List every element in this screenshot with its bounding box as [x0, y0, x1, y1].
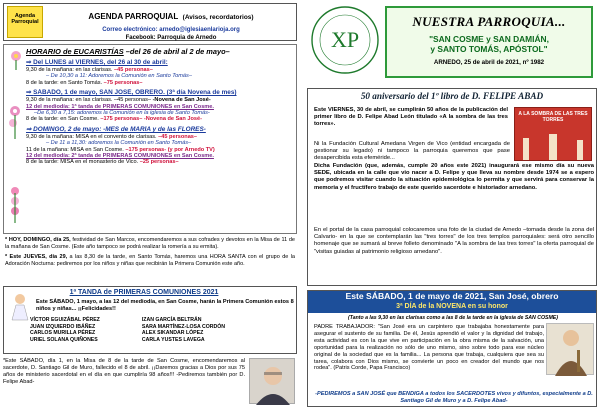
- agenda-header: [3, 3, 297, 41]
- right-page: [305, 0, 600, 409]
- anniversary-para-3: Dicha Fundación (que, además, cumple 20 años este 2021) inaugurará ese mismo día su nueva SEDE, ubicada en la calle que vio nacer a D. Felipe y que lleva su nombre desde 1974 se a espero que podremos visitar cuando la situación epidemiológica lo permita y que servirá para conservar la memoria y el fructífero trabajo de este querido sacerdote e historiador arnedano.: [314, 163, 594, 191]
- book-cover-label: A LA SOMBRA DE LAS TRES TORRES: [518, 111, 588, 123]
- masthead: [307, 2, 597, 84]
- saint-joseph-title: Este SÁBADO, 1 de mayo de 2021, San José, obrero: [345, 291, 559, 301]
- schedule-line: 8 de la tarde: MISA en el monasterio de Vico. –25 personas–: [26, 159, 179, 166]
- parish-seal: [309, 4, 381, 76]
- masthead-dateline: ARNEDO, 25 de abril de 2021, nº 1982: [433, 59, 545, 66]
- agenda-logo-line2: Parroquial: [11, 19, 39, 26]
- schedule-box: [3, 44, 297, 234]
- anniversary-title: 50 aniversario del 1º libro de D. FELIPE ABAD: [310, 91, 594, 101]
- schedule-line: 9,30 de la mañana: en las clarisas. –45 personas–: [26, 67, 153, 73]
- names-row: CARLOS MURILLA PÉREZ ALEX SIKANDAR LÓPEZ: [30, 330, 204, 337]
- flower-decoration-mid: [6, 103, 24, 141]
- notice-item: * HOY, DOMINGO, día 25, festividad de San Marcos, encomendaremos a sus cofrades y devotos en la Misa de 11 de la mañana de San Cosme. (Este año tampoco se podrá realizar la romería a su ermita).: [5, 237, 295, 250]
- names-row: JUAN IZQUIERDO IBÁÑEZ SARA MARTÍNEZ-LOSA CORDÓN: [30, 323, 226, 330]
- schedule-line: – De 11 a 11,30: adoremos la Comunión en Santo Tomás–: [46, 140, 192, 147]
- saint-joseph-box: [307, 290, 597, 407]
- saint-joseph-icon: [546, 323, 594, 375]
- final-notice: [3, 358, 297, 406]
- masthead-subtitle-1: "SAN COSME y SAN DAMIÁN,: [429, 34, 549, 44]
- schedule-day-weekdays: [26, 59, 294, 86]
- schedule-line: 12 del mediodía: 1ª tanda de PRIMERAS COMUNIONES en San Cosme.: [26, 103, 214, 110]
- schedule-line: 11 de la mañana: MISA en San Cosme. –175 personas- (y por Arnedo TV): [26, 146, 215, 153]
- notice-item: * Este JUEVES, día 29, a las 8,30 de la tarde, en Santo Tomás, haremos una HORA SANTA con el grupo de la Adoración Nocturna: pediremos por los niños y niñas que recibirán la Primera Comunión este año.: [5, 254, 295, 267]
- book-cover: [514, 107, 592, 161]
- schedule-line: 9,30 de la mañana: en las clarisas. –45 personas– -Novena de San José-: [26, 97, 211, 104]
- first-communion-title: 1ª TANDA de PRIMERAS COMUNIONES 2021: [69, 289, 219, 296]
- masthead-title: NUESTRA PARROQUIA...: [412, 14, 566, 29]
- agenda-facebook[interactable]: Facebook: Parroquia de Arnedo: [125, 35, 217, 41]
- anniversary-para-1: Este VIERNES, 30 de abril, se cumplirán 50 años de la publicación del primer libro de D. Felipe Abad León titulado «A la sombra de las tres torres».: [314, 107, 508, 128]
- masthead-green-box: [385, 6, 593, 78]
- agenda-email[interactable]: Correo electrónico: arnedo@iglesiaenlarioja.org: [102, 27, 240, 33]
- anniversary-box: [307, 88, 597, 286]
- anniversary-para-2: Ni la Fundación Cultural Amedana Virgen de Vico (entidad encargada de gestionar su legado) ni tampoco la parroquia queremos que pase desapercibida esta efeméride...: [314, 141, 510, 162]
- anniversary-para-4: En el portal de la casa parroquial colocaremos una foto de la ciudad de Arnedo –tomada desde la zona del Calvario- en la que se contemplarán las "tres torres" de los tres templos parroquiales: será otro sencillo homenaje que se sumará al breve folleto denominado "A la sombra de las tres torres" la oferta parroquial de "visitas guiadas al patrimonio religioso arnedano".: [314, 227, 594, 255]
- final-notice-text: *Este SÁBADO, día 1, en la Misa de 8 de la tarde de San Cosme, encomendaremos al sacerdote, D. Santiago Gil de Muro, fallecido el 8 de abril. ¡¡Daremos gracias a Dios por sus 75 años de ministerio sacerdotal en el día en que cumpliría 98 años!!! -Pediremos también por D. Felipe Abad-: [3, 358, 245, 385]
- schedule-line: 8 de la tarde: en Santo Tomás. –75 personas–: [26, 79, 143, 86]
- schedule-line: 12 del mediodía: 2ª tanda de PRIMERAS COMUNIONES en San Cosme.: [26, 153, 214, 160]
- names-row: VÍCTOR EGUIZÁBAL PÉREZ IZAN GARCÍA BELTRÁN: [30, 317, 202, 323]
- communion-names-table: [28, 317, 227, 343]
- day-heading: ⇒ DOMINGO, 2 de mayo: -MES de MARÍA y de las FLORES-: [26, 125, 206, 133]
- saint-joseph-body: PADRE TRABAJADOR: "San José era un carpintero que trabajaba honestamente para asegurar el sustento de su familia. De él, Jesús aprendió el valor y la dignidad del trabajo, esta actividad es con la que vive en participación en la obra misma de la salvación, una oportunidad para la realización no sólo de uno mismo, sino sobre todo para ese núcleo original de la sociedad que es la familia... La persona que trabaja, cualquiera que sea su tarea, colabora con Dios mismo, se convierte un poco en creador del mundo que nos rodea". (Patris Corde, Papa Francisco): [314, 324, 544, 372]
- schedule-line: –De 6,30 a 7,15: adoremos la Comunión en la iglesia de Santo Tomás-: [34, 110, 210, 117]
- flower-decoration-top: [7, 49, 25, 71]
- first-communion-box: [3, 286, 297, 354]
- agenda-logo-line1: Agenda: [14, 13, 36, 19]
- saint-joseph-banner: [308, 291, 596, 313]
- day-heading: ⇒ Del LUNES al VIERNES, del 26 al 30 de abril:: [26, 59, 168, 66]
- saint-joseph-subtitle: 3ª DÍA de la NOVENA en su honor: [396, 303, 508, 310]
- day-heading: ⇒ SÁBADO, 1 de mayo, SAN JOSÉ, OBRERO. (3ª día Novena de mes): [26, 89, 237, 97]
- names-row: URIEL SOLANA QUIÑONES CARLA YUSTES LAVEGA: [30, 336, 205, 343]
- flower-decoration-bottom: [6, 185, 24, 225]
- schedule-line: 8 de la tarde: en San Cosme. –175 personas– -Novena de San José-: [26, 116, 202, 123]
- saint-joseph-note: (Tanto a las 9,30 en las clarisas como a las 8 de la tarde en la iglesia de SAN COSME): [348, 315, 558, 321]
- schedule-day-sunday: [26, 126, 294, 166]
- masthead-subtitle-2: y SANTO TOMÁS, APÓSTOL": [430, 44, 548, 54]
- schedule-line: – De 10,30 a 11: Adoremos la Comunión en Santo Tomás–: [46, 73, 192, 80]
- saint-joseph-closing: -PEDIREMOS a SAN JOSÉ que BENDIGA a todos los SACERDOTES vivos y difuntos, especialmente a D. Santiago Gil de Muro y a D. Felipe Abad-: [315, 391, 593, 404]
- agenda-logo: [7, 6, 43, 38]
- svg-text:XP: XP: [330, 27, 360, 52]
- schedule-title: HORARIO de EUCARISTÍAS –del 26 de abril al 2 de mayo–: [26, 47, 230, 56]
- schedule-line: 9,30 de la mañana: MISA en el convento de clarisas. –45 personas–: [26, 133, 198, 140]
- agenda-title: AGENDA PARROQUIAL: [88, 12, 179, 21]
- notices-block: [5, 237, 295, 268]
- agenda-subtitle: (Avisos, recordatorios): [182, 14, 254, 21]
- priest-photo: [249, 358, 295, 404]
- schedule-day-saturday: [26, 89, 294, 123]
- first-communion-intro: Este SÁBADO, 1 mayo, a las 12 del mediodía, en San Cosme, harán la Primera Comunión estos 8 niños y niñas... ¡¡Felicidades!!: [36, 299, 294, 312]
